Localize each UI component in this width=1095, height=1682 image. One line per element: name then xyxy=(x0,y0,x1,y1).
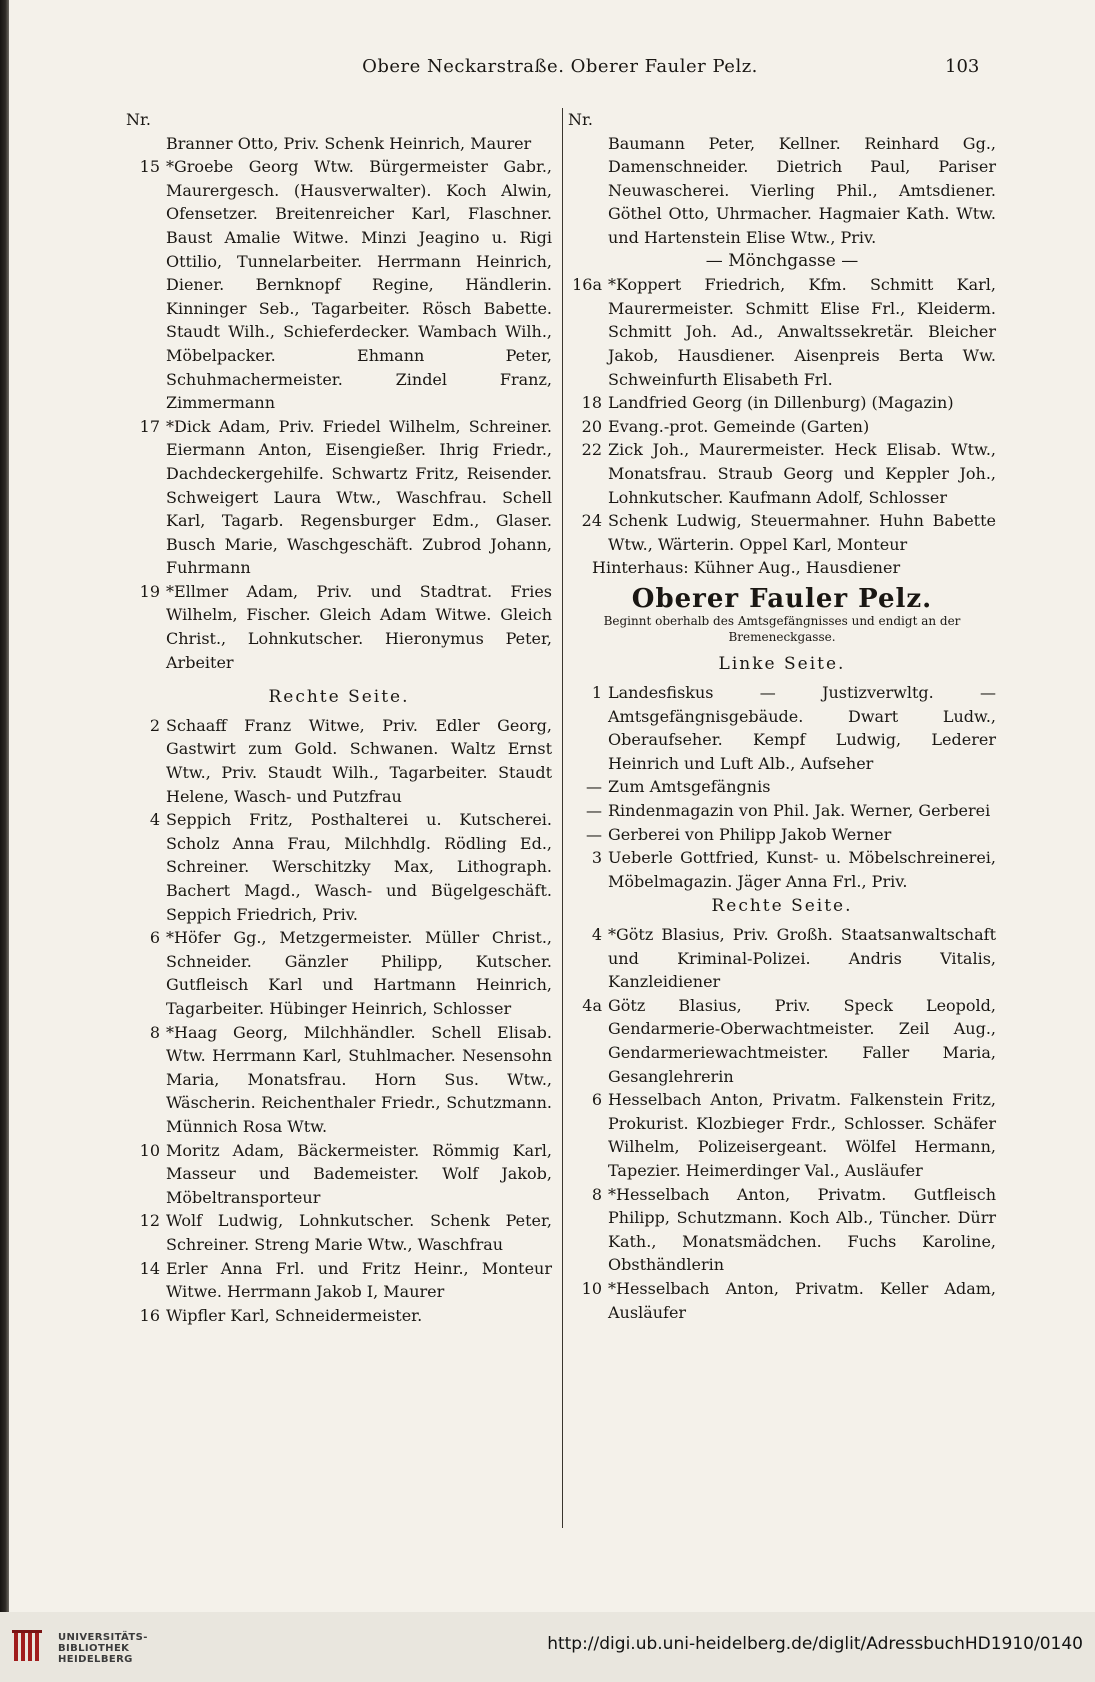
address-entry xyxy=(568,1088,996,1182)
address-entry xyxy=(568,1183,996,1277)
right-entries xyxy=(568,132,996,250)
house-number: 8 xyxy=(149,1022,160,1042)
lane-heading: — Mönchgasse — xyxy=(705,250,859,271)
house-number: 4 xyxy=(149,810,160,830)
rechte-seite-entries-right xyxy=(568,923,996,1324)
house-number: 20 xyxy=(581,416,602,436)
house-number: 2 xyxy=(149,715,160,735)
house-number: 16a xyxy=(572,275,602,295)
residents-text: Götz Blasius, Priv. Speck Leopold, Gendarmerie-Oberwachtmeister. Zeil Aug., Gendarmeriewachtmeister. Faller Maria, Gesanglehrerin xyxy=(608,995,996,1086)
residents-text: *Höfer Gg., Metzgermeister. Müller Christ., Schneider. Gänzler Philipp, Kutscher. Gutfleisch Karl und Hartmann Heinrich, Tagarbeiter. Hübinger Heinrich, Schlosser xyxy=(166,928,552,1018)
residents-text: Schaaff Franz Witwe, Priv. Edler Georg, Gastwirt zum Gold. Schwanen. Waltz Ernst Wtw., Priv. Staudt Wilh., Tagarbeiter. Staudt Helene, Wasch- und Putzfrau xyxy=(166,715,552,806)
footer-bar xyxy=(0,1612,1095,1682)
house-number: 1 xyxy=(591,683,602,703)
linke-seite-entries xyxy=(568,681,996,893)
residents-text: *Koppert Friedrich, Kfm. Schmitt Karl, Maurermeister. Schmitt Elise Frl., Kleiderm. Schmitt Joh. Ad., Anwaltssekretär. Bleicher Jakob, Hausdiener. Aisenpreis Berta Ww. Schweinfurth Elisabeth Frl. xyxy=(608,275,996,389)
address-entry xyxy=(568,438,996,509)
address-entry xyxy=(568,775,996,799)
address-entry xyxy=(126,580,552,674)
residents-text: Landfried Georg (in Dillenburg) (Magazin) xyxy=(608,393,954,413)
library-name-line-2: BIBLIOTHEK xyxy=(58,1643,130,1654)
residents-text: Hesselbach Anton, Privatm. Falkenstein Fritz, Prokurist. Klozbieger Frdr., Schlosser. Schäfer Wilhelm, Polizeisergeant. Wölfel Hermann, Tapezier. Heimerdinger Val., Ausläufer xyxy=(608,1090,996,1180)
residents-text: Zick Joh., Maurermeister. Heck Elisab. Wtw., Monatsfrau. Straub Georg und Keppler Joh., Lohnkutscher. Kaufmann Adolf, Schlosser xyxy=(608,440,996,507)
library-name-line-3: HEIDELBERG xyxy=(58,1654,133,1665)
house-number: 18 xyxy=(581,393,602,413)
address-entry xyxy=(126,1304,552,1328)
address-entry xyxy=(126,1139,552,1210)
residents-text: Moritz Adam, Bäckermeister. Römmig Karl, Masseur und Bademeister. Wolf Jakob, Möbeltransporteur xyxy=(166,1140,552,1207)
residents-text: *Haag Georg, Milchhändler. Schell Elisab. Wtw. Herrmann Karl, Stuhlmacher. Nesensohn Maria, Monatsfrau. Horn Sus. Wtw., Wäscherin. Reichenthaler Friedr., Schutzmann. Münnich Rosa Wtw. xyxy=(166,1022,552,1136)
address-entry xyxy=(568,823,996,847)
page-number: 103 xyxy=(945,56,980,77)
address-entry xyxy=(568,132,996,250)
residents-text: Landesfiskus — Justizverwltg. — Amtsgefängnisgebäude. Dwart Ludw., Oberaufseher. Kempf Ludwig, Lederer Heinrich und Luft Alb., Aufseher xyxy=(608,683,996,773)
residents-text: Evang.-prot. Gemeinde (Garten) xyxy=(608,416,870,436)
residents-text: Erler Anna Frl. und Fritz Heinr., Monteur Witwe. Herrmann Jakob I, Maurer xyxy=(166,1258,552,1302)
house-number: 10 xyxy=(581,1278,602,1298)
library-name xyxy=(58,1632,148,1665)
residents-text: Zum Amtsgefängnis xyxy=(608,777,771,797)
address-entry xyxy=(126,714,552,808)
library-name-line-1: UNIVERSITÄTS- xyxy=(58,1632,148,1643)
house-number: 16 xyxy=(139,1305,160,1325)
house-number: 19 xyxy=(139,581,160,601)
address-entry xyxy=(126,1257,552,1304)
residents-text: Baumann Peter, Kellner. Reinhard Gg., Damenschneider. Dietrich Paul, Pariser Neuwascherei. Vierling Phil., Amtsdiener. Göthel Otto, Uhrmacher. Hagmaier Kath. Wtw. und Hartenstein Elise Wtw., Priv. xyxy=(608,133,996,247)
address-entry xyxy=(568,509,996,556)
address-entry xyxy=(126,415,552,580)
house-number: — xyxy=(586,801,602,821)
house-number: 6 xyxy=(591,1090,602,1110)
house-number: 3 xyxy=(591,848,602,868)
left-rechte-seite-entries xyxy=(126,714,552,1327)
left-column xyxy=(126,108,552,1327)
source-url[interactable]: http://digi.ub.uni-heidelberg.de/diglit/AdressbuchHD1910/0140 xyxy=(547,1634,1083,1654)
residents-text: Wipfler Karl, Schneidermeister. xyxy=(166,1305,423,1325)
house-number: — xyxy=(586,777,602,797)
house-number: 12 xyxy=(139,1211,160,1231)
address-entry xyxy=(126,926,552,1020)
house-number: 10 xyxy=(139,1140,160,1160)
street-description: Beginnt oberhalb des Amtsgefängnisses und endigt an der Bremeneckgasse. xyxy=(603,614,961,645)
right-column xyxy=(568,108,996,1324)
house-number: 4 xyxy=(591,925,602,944)
address-entry xyxy=(126,1021,552,1139)
right-entries-after-lane xyxy=(568,273,996,556)
nr-label-right: Nr. xyxy=(568,110,593,129)
residents-text: Rindenmagazin von Phil. Jak. Werner, Gerberei xyxy=(608,801,991,821)
residents-text: Ueberle Gottfried, Kunst- u. Möbelschreinerei, Möbelmagazin. Jäger Anna Frl., Priv. xyxy=(608,848,996,891)
residents-text: Seppich Fritz, Posthalterei u. Kutscherei. Scholz Anna Frau, Milchhdlg. Rödling Ed., Schreiner. Werschitzky Max, Lithograph. Bachert Magd., Wasch- und Bügelgeschäft. Seppich Friedrich, Priv. xyxy=(166,810,552,924)
address-entry xyxy=(126,155,552,415)
address-entry xyxy=(568,273,996,391)
address-entry xyxy=(568,391,996,415)
nr-label: Nr. xyxy=(126,110,151,129)
residents-text: *Groebe Georg Wtw. Bürgermeister Gabr., Maurergesch. (Hausverwalter). Koch Alwin, Ofensetzer. Breitenreicher Karl, Flaschner. Baust Amalie Witwe. Minzi Jeagino u. Rigi Ottilio, Tunnelarbeiter. Herrmann Heinrich, Diener. Bernknopf Regine, Händlerin. Kinninger Seb., Tagarbeiter. Rösch Babette. Staudt Wilh., Schieferdecker. Wambach Wilh., Möbelpacker. Ehmann Peter, Schuhmachermeister. Zindel Franz, Zimmermann xyxy=(166,157,552,413)
scan-edge xyxy=(0,0,9,1612)
street-title: Oberer Fauler Pelz. xyxy=(631,583,933,614)
address-entry xyxy=(568,415,996,439)
address-entry xyxy=(568,799,996,823)
residents-text: *Ellmer Adam, Priv. und Stadtrat. Fries Wilhelm, Fischer. Gleich Adam Witwe. Gleich Christ., Lohnkutscher. Hieronymus Peter, Arbeiter xyxy=(166,581,552,672)
house-number: 6 xyxy=(149,928,160,948)
hinterhaus-line: Hinterhaus: Kühner Aug., Hausdiener xyxy=(592,558,901,578)
house-number: 24 xyxy=(581,511,602,531)
address-entry xyxy=(126,132,552,156)
house-number: 4a xyxy=(582,995,602,1015)
rechte-seite-heading: Rechte Seite. xyxy=(268,687,410,708)
address-entry xyxy=(568,681,996,775)
address-entry xyxy=(568,923,996,994)
house-number: — xyxy=(586,824,602,844)
residents-text: Branner Otto, Priv. Schenk Heinrich, Maurer xyxy=(166,133,532,153)
address-entry xyxy=(126,808,552,926)
residents-text: *Dick Adam, Priv. Friedel Wilhelm, Schreiner. Eiermann Anton, Eisengießer. Ihrig Friedr., Dachdeckergehilfe. Schwartz Fritz, Reisender. Schweigert Laura Wtw., Waschfrau. Schell Karl, Tagarb. Regensburger Edm., Glaser. Busch Marie, Waschgeschäft. Zubrod Johann, Fuhrmann xyxy=(166,416,552,578)
rechte-seite-heading-right: Rechte Seite. xyxy=(711,896,853,917)
left-entries xyxy=(126,132,552,675)
house-number: 15 xyxy=(139,157,160,177)
library-logo-icon xyxy=(12,1630,42,1664)
house-number: 14 xyxy=(139,1258,160,1278)
residents-text: Wolf Ludwig, Lohnkutscher. Schenk Peter, Schreiner. Streng Marie Wtw., Waschfrau xyxy=(166,1211,552,1254)
address-entry xyxy=(568,846,996,893)
residents-text: Schenk Ludwig, Steuermahner. Huhn Babette Wtw., Wärterin. Oppel Karl, Monteur xyxy=(608,511,996,554)
linke-seite-heading: Linke Seite. xyxy=(718,654,846,675)
house-number: 8 xyxy=(591,1184,602,1204)
address-entry xyxy=(568,994,996,1088)
residents-text: Gerberei von Philipp Jakob Werner xyxy=(608,824,892,844)
running-title: Obere Neckarstraße. Oberer Fauler Pelz. xyxy=(362,56,758,77)
residents-text: *Götz Blasius, Priv. Großh. Staatsanwaltschaft und Kriminal-Polizei. Andris Vitalis, Kanzleidiener xyxy=(608,925,996,992)
address-entry xyxy=(126,1209,552,1256)
house-number: 17 xyxy=(139,416,160,436)
house-number: 22 xyxy=(581,440,602,460)
residents-text: *Hesselbach Anton, Privatm. Keller Adam, Ausläufer xyxy=(608,1278,996,1322)
residents-text: *Hesselbach Anton, Privatm. Gutfleisch Philipp, Schutzmann. Koch Alb., Tüncher. Dürr Kath., Monatsmädchen. Fuchs Karoline, Obsthändlerin xyxy=(608,1184,996,1275)
column-divider xyxy=(562,108,563,1528)
address-entry xyxy=(568,1277,996,1324)
